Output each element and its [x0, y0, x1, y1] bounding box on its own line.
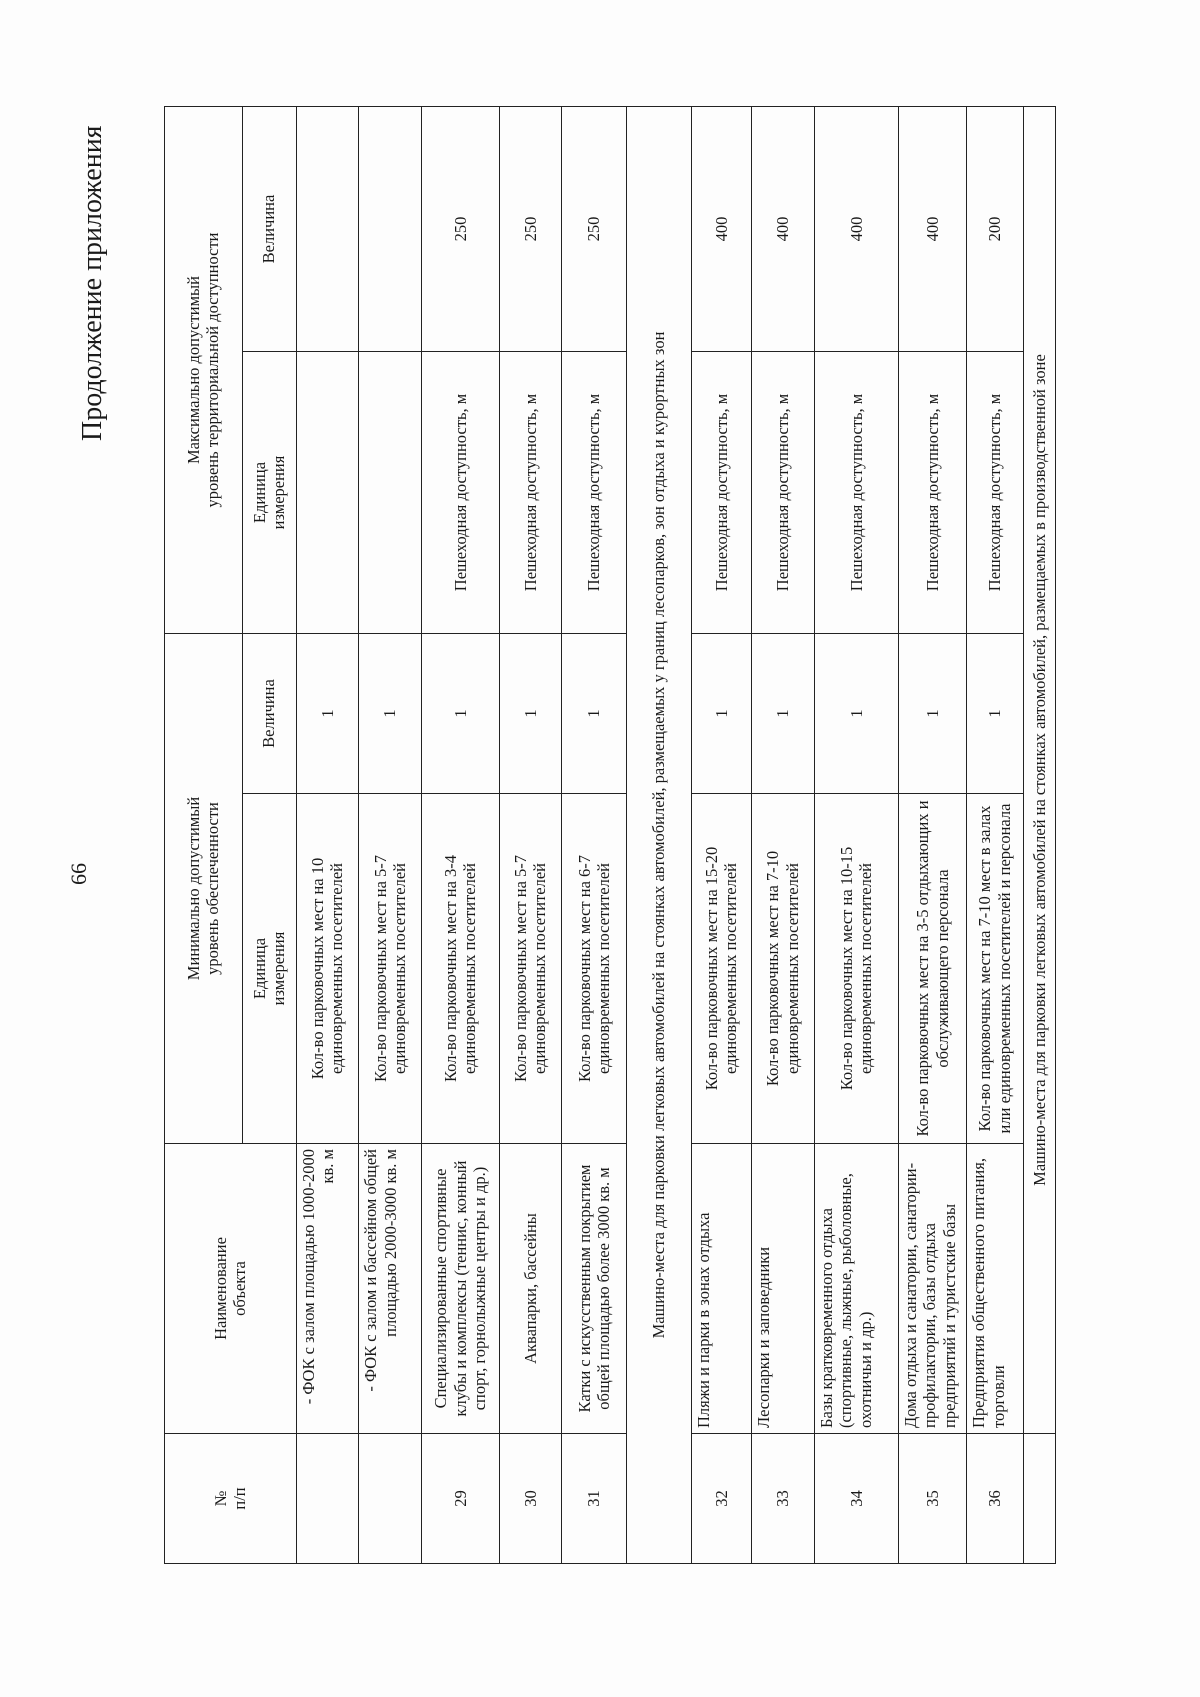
row-name: Дома отдыха и санатории, санатории-профилактории, базы отдыха предприятий и туристские базы	[898, 1144, 966, 1434]
header-min-unit: Единица измерения	[242, 794, 296, 1144]
row-num: 33	[752, 1434, 815, 1564]
row-min-value: 1	[814, 634, 898, 794]
table-row	[359, 106, 422, 1563]
header-max-value: Величина	[242, 106, 296, 351]
row-min-unit: Кол-во парковочных мест на 10 единовременных посетителей	[296, 794, 359, 1144]
row-name: - ФОК с залом площадью 1000-2000 кв. м	[296, 1144, 359, 1434]
row-name: Специализированные спортивные клубы и комплексы (теннис, конный спорт, горнолыжные центры и др.)	[421, 1144, 499, 1434]
table-row	[296, 106, 359, 1563]
row-name: Аквапарки, бассейны	[499, 1144, 562, 1434]
table-row	[421, 106, 499, 1563]
row-max-unit: Пешеходная доступность, м	[967, 352, 1023, 634]
row-name: Предприятия общественного питания, торговли	[967, 1144, 1023, 1434]
header-max-unit: Единица измерения	[242, 352, 296, 634]
row-max-value	[359, 106, 422, 351]
table-row	[499, 106, 562, 1563]
row-max-value: 400	[691, 106, 751, 351]
row-min-value: 1	[691, 634, 751, 794]
row-name: - ФОК с залом и бассейном общей площадью 2000-3000 кв. м	[359, 1144, 422, 1434]
row-min-unit: Кол-во парковочных мест на 3-4 единовременных посетителей	[421, 794, 499, 1144]
table-row	[967, 106, 1023, 1563]
row-min-value: 1	[421, 634, 499, 794]
row-min-value: 1	[296, 634, 359, 794]
row-num	[359, 1434, 422, 1564]
row-max-unit: Пешеходная доступность, м	[814, 352, 898, 634]
section-row	[626, 106, 691, 1563]
norms-table	[164, 106, 1056, 1564]
row-min-value: 1	[967, 634, 1023, 794]
section-num-empty	[1023, 1434, 1056, 1564]
header-min-level: Минимально допустимый уровень обеспеченности	[165, 634, 243, 1144]
row-max-value: 250	[421, 106, 499, 351]
row-max-unit: Пешеходная доступность, м	[421, 352, 499, 634]
table-row	[898, 106, 966, 1563]
table-row	[814, 106, 898, 1563]
header-num: № п/п	[165, 1434, 297, 1564]
row-min-unit: Кол-во парковочных мест на 5-7 единовременных посетителей	[499, 794, 562, 1144]
row-num: 29	[421, 1434, 499, 1564]
row-max-unit	[296, 352, 359, 634]
row-min-unit: Кол-во парковочных мест на 10-15 единовременных посетителей	[814, 794, 898, 1144]
row-name: Базы кратковременного отдыха (спортивные, лыжные, рыболовные, охотничьи и др.)	[814, 1144, 898, 1434]
row-num: 30	[499, 1434, 562, 1564]
section-heading: Машино-места для парковки легковых автомобилей на стоянках автомобилей, размещаемых у границ лесопарков, зон отдыха и курортных зон	[626, 106, 691, 1563]
row-max-unit: Пешеходная доступность, м	[752, 352, 815, 634]
row-max-value: 400	[752, 106, 815, 351]
row-name: Пляжи и парки в зонах отдыха	[691, 1144, 751, 1434]
row-max-value: 400	[814, 106, 898, 351]
row-num: 32	[691, 1434, 751, 1564]
row-num: 35	[898, 1434, 966, 1564]
row-num: 34	[814, 1434, 898, 1564]
row-min-unit: Кол-во парковочных мест на 7-10 мест в залах или единовременных посетителей и персонала	[967, 794, 1023, 1144]
row-min-unit: Кол-во парковочных мест на 6-7 единовременных посетителей	[562, 794, 627, 1144]
section-row	[1023, 106, 1056, 1563]
row-max-unit	[359, 352, 422, 634]
row-num: 31	[562, 1434, 627, 1564]
page-number: 66	[66, 863, 91, 885]
row-min-value: 1	[752, 634, 815, 794]
row-name: Катки с искусственным покрытием общей площадью более 3000 кв. м	[562, 1144, 627, 1434]
row-num	[296, 1434, 359, 1564]
row-max-unit: Пешеходная доступность, м	[562, 352, 627, 634]
row-min-value: 1	[499, 634, 562, 794]
row-max-value	[296, 106, 359, 351]
header-max-level: Максимально допустимый уровень территориальной доступности	[165, 106, 243, 633]
section-heading: Машино-места для парковки легковых автомобилей на стоянках автомобилей, размещаемых в производственной зоне	[1023, 106, 1056, 1433]
row-max-value: 400	[898, 106, 966, 351]
header-name: Наименование объекта	[165, 1144, 297, 1434]
row-min-value: 1	[898, 634, 966, 794]
row-min-value: 1	[359, 634, 422, 794]
row-min-unit: Кол-во парковочных мест на 3-5 отдыхающих и обслуживающего персонала	[898, 794, 966, 1144]
row-min-unit: Кол-во парковочных мест на 15-20 единовременных посетителей	[691, 794, 751, 1144]
table-row	[691, 106, 751, 1563]
header-min-value: Величина	[242, 634, 296, 794]
rotated-table-container	[164, 107, 1056, 1564]
page-title: Продолжение приложения	[77, 125, 108, 441]
row-max-unit: Пешеходная доступность, м	[691, 352, 751, 634]
row-max-value: 200	[967, 106, 1023, 351]
row-name: Лесопарки и заповедники	[752, 1144, 815, 1434]
row-min-unit: Кол-во парковочных мест на 5-7 единовременных посетителей	[359, 794, 422, 1144]
table-row	[752, 106, 815, 1563]
row-max-value: 250	[499, 106, 562, 351]
row-num: 36	[967, 1434, 1023, 1564]
row-max-unit: Пешеходная доступность, м	[499, 352, 562, 634]
row-max-unit: Пешеходная доступность, м	[898, 352, 966, 634]
row-min-value: 1	[562, 634, 627, 794]
row-min-unit: Кол-во парковочных мест на 7-10 единовременных посетителей	[752, 794, 815, 1144]
row-max-value: 250	[562, 106, 627, 351]
table-row	[562, 106, 627, 1563]
